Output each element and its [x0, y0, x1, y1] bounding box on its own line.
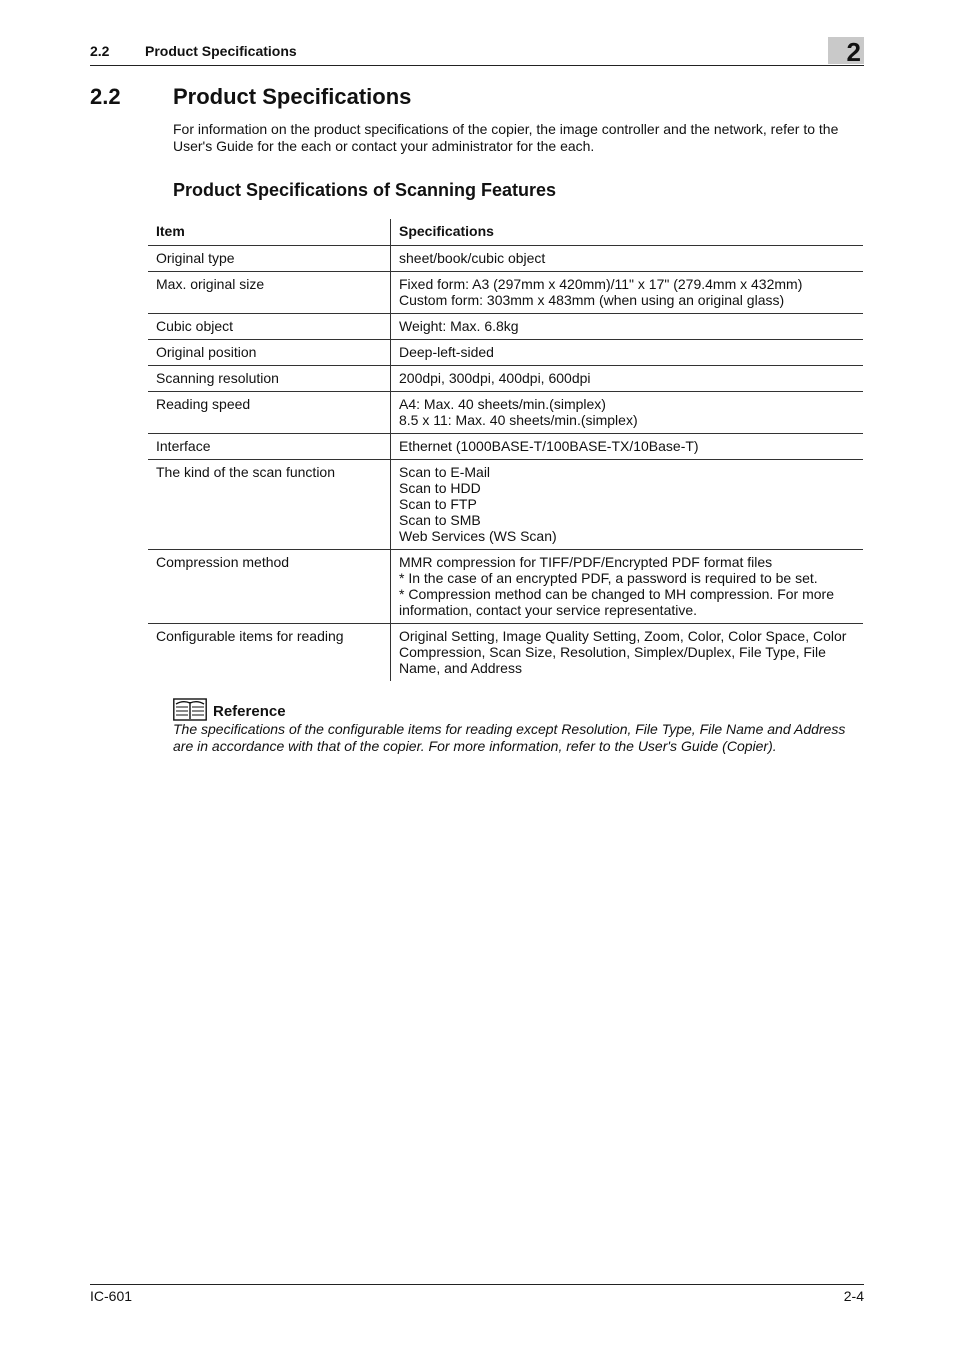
spec-line: * Compression method can be changed to MH compression. For more information, contact your service representative. [399, 586, 834, 618]
spec-line: Scan to SMB [399, 512, 481, 528]
reference-text: The specifications of the configurable items for reading except Resolution, File Type, File Name and Address are in accordance with that of the copier. For more information, refer to the User's Guide (Copier). [173, 721, 846, 754]
spec-line: Scan to E-Mail [399, 464, 491, 480]
footer-model: IC-601 [90, 1288, 133, 1304]
spec-cell [391, 434, 864, 460]
table-row [148, 460, 863, 550]
table-row [148, 246, 863, 272]
spec-cell [391, 624, 864, 682]
table-header-row [148, 219, 863, 246]
table-row [148, 340, 863, 366]
specifications-table [148, 219, 863, 681]
spec-line: Fixed form: A3 (297mm x 420mm)/11" x 17" (279.4mm x 432mm) [399, 276, 803, 292]
column-header-specifications: Specifications [391, 219, 864, 246]
section-number: 2.2 [90, 84, 121, 109]
spec-line: Ethernet (1000BASE-T/100BASE-TX/10Base-T) [399, 438, 699, 454]
item-cell: Max. original size [148, 272, 391, 314]
table-row [148, 272, 863, 314]
item-cell: Configurable items for reading [148, 624, 391, 682]
table-row [148, 624, 863, 682]
item-cell: Original position [148, 340, 391, 366]
spec-cell [391, 314, 864, 340]
spec-cell [391, 460, 864, 550]
spec-line: Scan to HDD [399, 480, 481, 496]
spec-cell [391, 392, 864, 434]
item-cell: Original type [148, 246, 391, 272]
spec-line: Weight: Max. 6.8kg [399, 318, 519, 334]
intro-paragraph: For information on the product specifications of the copier, the image controller and the network, refer to the User's Guide for the each or contact your administrator for the each. [173, 121, 839, 154]
item-cell: Interface [148, 434, 391, 460]
header-section-number: 2.2 [90, 43, 110, 59]
item-cell: The kind of the scan function [148, 460, 391, 550]
spec-line: A4: Max. 40 sheets/min.(simplex) [399, 396, 606, 412]
chapter-tab: 2 [828, 37, 864, 64]
spec-cell [391, 340, 864, 366]
item-cell: Scanning resolution [148, 366, 391, 392]
spec-line: sheet/book/cubic object [399, 250, 546, 266]
footer-page-number: 2-4 [843, 1288, 864, 1304]
spec-cell [391, 550, 864, 624]
spec-line: * In the case of an encrypted PDF, a password is required to be set. [399, 570, 818, 586]
item-cell: Cubic object [148, 314, 391, 340]
item-cell: Reading speed [148, 392, 391, 434]
spec-cell [391, 272, 864, 314]
page-footer [90, 1284, 864, 1304]
book-icon [173, 697, 207, 721]
table-row [148, 314, 863, 340]
spec-line: Deep-left-sided [399, 344, 494, 360]
column-header-item: Item [148, 219, 391, 246]
spec-cell [391, 366, 864, 392]
header-section-title: Product Specifications [145, 43, 297, 59]
spec-line: 200dpi, 300dpi, 400dpi, 600dpi [399, 370, 591, 386]
section-title: Product Specifications [173, 84, 412, 109]
table-row [148, 434, 863, 460]
spec-line: Scan to FTP [399, 496, 477, 512]
spec-line: Web Services (WS Scan) [399, 528, 557, 544]
running-header [90, 37, 864, 67]
subsection-title: Product Specifications of Scanning Features [173, 180, 557, 200]
spec-line: MMR compression for TIFF/PDF/Encrypted PDF format files [399, 554, 773, 570]
spec-cell [391, 246, 864, 272]
table-row [148, 392, 863, 434]
spec-line: Original Setting, Image Quality Setting, Zoom, Color, Color Space, Color Compression, Scan Size, Resolution, Simplex/Duplex, File Type, File Name, and Address [399, 628, 847, 676]
reference-title: Reference [213, 703, 286, 720]
spec-line: Custom form: 303mm x 483mm (when using an original glass) [399, 292, 785, 308]
spec-line: 8.5 x 11: Max. 40 sheets/min.(simplex) [399, 412, 638, 428]
table-row [148, 550, 863, 624]
table-row [148, 366, 863, 392]
item-cell: Compression method [148, 550, 391, 624]
